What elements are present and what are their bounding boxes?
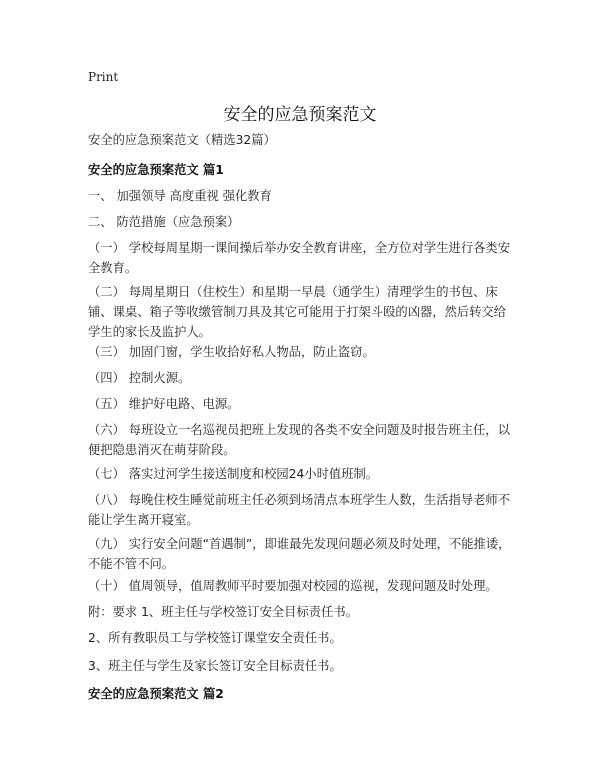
paragraph-1: 一、 加强领导 高度重视 强化教育	[88, 189, 272, 203]
paragraph-10: （八） 每晚住校生睡觉前班主任必须到场清点本班学生人数，生活指导老师不能让学生离开寝室。	[88, 493, 511, 527]
paragraph-2: 二、 防范措施（应急预案）	[88, 215, 240, 229]
page-title: 安全的应急预案范文	[223, 105, 377, 125]
paragraph-3: （一） 学校每周星期一课间操后举办安全教育讲座，全方位对学生进行各类安全教育。	[88, 241, 511, 275]
paragraph-4: （二） 每周星期日（住校生）和星期一早晨（通学生）清理学生的书包、床铺、课桌、箱子等收缴管制刀具及其它可能用于打架斗殴的凶器，然后转交给学生的家长及监护人。	[88, 285, 507, 339]
paragraph-7: （五） 维护好电路、电源。	[88, 397, 240, 411]
paragraph-13: 附：要求 1、班主任与学校签订安全目标责任书。	[88, 605, 358, 619]
paragraph-11: （九） 实行安全问题“首遇制”，即谁最先发现问题必须及时处理，不能推诿，不能不管不问。	[88, 537, 511, 571]
paragraph-14: 2、所有教职员工与学校签订课堂安全责任书。	[88, 631, 342, 645]
section-heading-2: 安全的应急预案范文 篇2	[88, 687, 224, 701]
print-link[interactable]: Print	[88, 70, 119, 84]
section-heading-1: 安全的应急预案范文 篇1	[88, 163, 224, 177]
document-subtitle: 安全的应急预案范文（精选32篇）	[88, 133, 276, 147]
paragraph-9: （七） 落实过河学生接送制度和校园24小时值班制。	[88, 467, 379, 481]
paragraph-12: （十） 值周领导，值周教师平时要加强对校园的巡视，发现问题及时处理。	[88, 579, 498, 593]
paragraph-6: （四） 控制火源。	[88, 371, 191, 385]
paragraph-8: （六） 每班设立一名巡视员把班上发现的各类不安全问题及时报告班主任，以便把隐患消灭在萌芽阶段。	[88, 423, 511, 457]
paragraph-15: 3、班主任与学生及家长签订安全目标责任书。	[88, 659, 342, 673]
paragraph-5: （三） 加固门窗，学生收拾好私人物品，防止盗窃。	[88, 345, 375, 359]
